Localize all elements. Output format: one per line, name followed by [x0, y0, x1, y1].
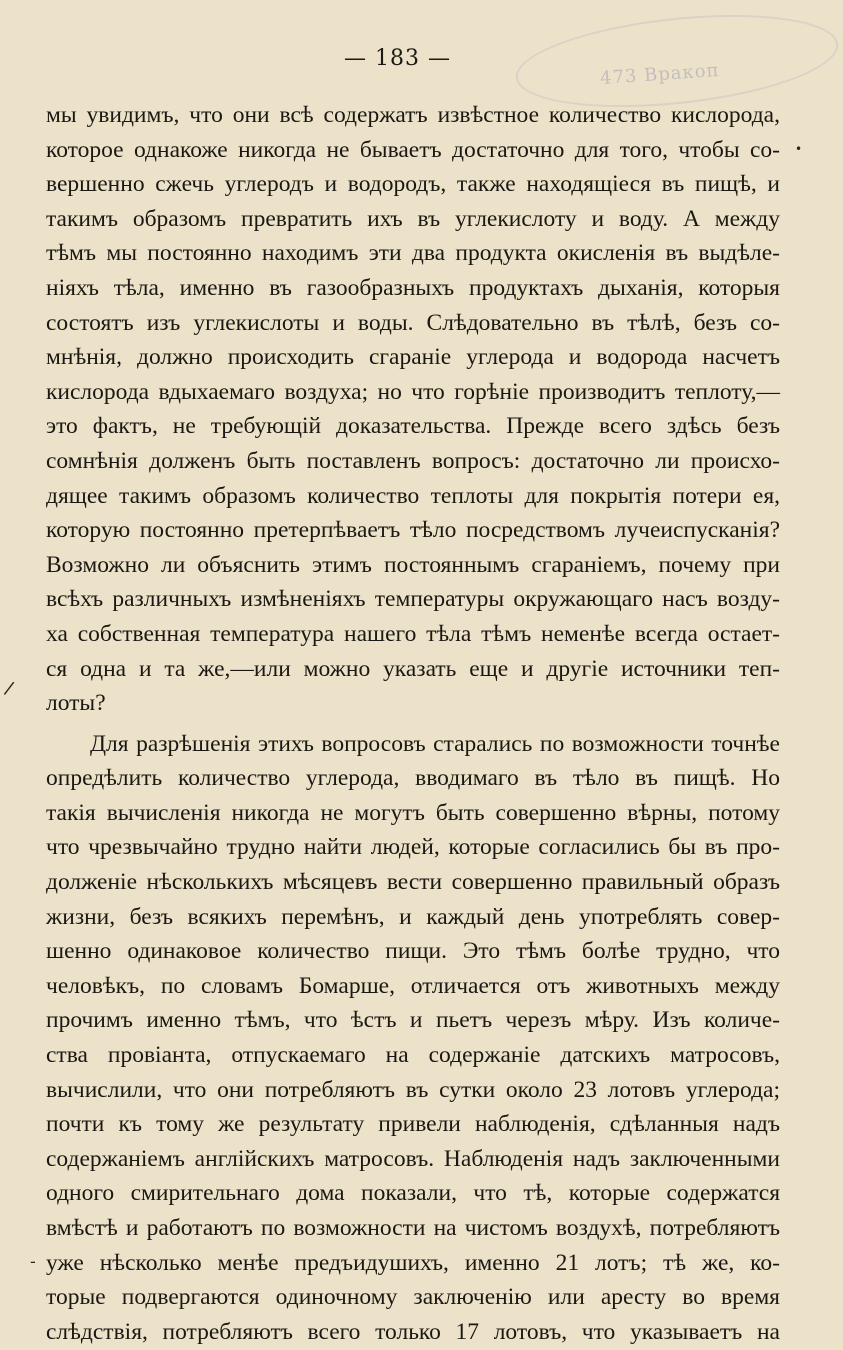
paragraph-1 — [46, 98, 780, 721]
text-line: ніяхъ тѣла, именно въ газообразныхъ продуктахъ дыханія, которыя — [46, 274, 780, 301]
text-line: человѣкъ, по словамъ Бомарше, отличается отъ животныхъ между — [46, 972, 780, 999]
text-line: такимъ образомъ превратить ихъ въ углекислоту и воду. А между — [46, 205, 780, 232]
margin-comma-mark: / — [2, 677, 16, 700]
text-line: жизни, безъ всякихъ перемѣнъ, и каждый день употреблять совер- — [46, 903, 780, 930]
text-line: ся одна и та же,—или можно указать еще и другіе источники теп- — [46, 655, 780, 682]
text-line: долженіе нѣсколькихъ мѣсяцевъ вести совершенно правильный образъ — [46, 869, 780, 896]
text-line: лоты? — [46, 690, 106, 717]
body-text — [46, 98, 780, 1349]
text-line: кислорода вдыхаемаго воздуха; но что горѣніе производитъ теплоту,— — [46, 378, 780, 405]
paragraph-2 — [46, 727, 780, 1350]
text-line: мнѣнія, должно происходить сгараніе углерода и водорода насчетъ — [46, 344, 780, 371]
text-line: мы увидимъ, что они всѣ содержатъ извѣстное количество кислорода, — [46, 102, 780, 128]
text-line: торые подвергаются одиночному заключенію или аресту во время — [46, 1284, 780, 1311]
margin-dash-mark: - — [30, 1252, 36, 1271]
text-line: которую постоянно претерпѣваетъ тѣло посредствомъ лучеиспусканія? — [46, 517, 780, 544]
library-stamp-text: 473 Вракоп — [599, 59, 721, 90]
text-line: вычислили, что они потребляютъ въ сутки около 23 лотовъ углерода; — [46, 1076, 780, 1103]
text-line: прочимъ именно тѣмъ, что ѣстъ и пьетъ черезъ мѣру. Изъ количе- — [46, 1007, 780, 1034]
text-line: Для разрѣшенія этихъ вопросовъ старались по возможности точнѣе — [90, 730, 780, 757]
text-line: тѣмъ мы постоянно находимъ эти два продукта окисленія въ выдѣле- — [46, 240, 780, 267]
text-line: ства провіанта, отпускаемаго на содержаніе датскихъ матросовъ, — [46, 1042, 780, 1069]
text-line: одного смирительнаго дома показали, что тѣ, которые содержатся — [46, 1180, 780, 1207]
text-line: вмѣстѣ и работаютъ по возможности на чистомъ воздухѣ, потребляютъ — [46, 1215, 780, 1241]
text-line: такія вычисленія никогда не могутъ быть совершенно вѣрны, потому — [46, 799, 780, 826]
text-line: состоятъ изъ углекислоты и воды. Слѣдовательно въ тѣлѣ, безъ со- — [46, 309, 780, 336]
text-line: вершенно сжечь углеродъ и водородъ, также находящіеся въ пищѣ, и — [46, 171, 780, 198]
text-line: слѣдствія, потребляютъ всего только 17 лотовъ, что указываетъ на — [46, 1318, 780, 1345]
text-line: всѣхъ различныхъ измѣненіяхъ температуры окружающаго насъ возду- — [46, 586, 780, 613]
text-line: содержаніемъ англійскихъ матросовъ. Наблюденія надъ заключенными — [46, 1145, 780, 1172]
text-line: шенно одинаковое количество пищи. Это тѣмъ болѣе трудно, что — [46, 938, 780, 965]
text-line: которое однакоже никогда не бываетъ достаточно для того, чтобы со- — [46, 136, 780, 163]
text-line: дящее такимъ образомъ количество теплоты для покрытія потери ея, — [46, 482, 780, 509]
text-line: Возможно ли объяснить этимъ постояннымъ сгараніемъ, почему при — [46, 551, 780, 578]
text-line: уже нѣсколько менѣе предъидушихъ, именно 21 лотъ; тѣ же, ко- — [46, 1249, 780, 1276]
page-number: — 183 — — [344, 46, 451, 71]
text-line: это фактъ, не требующій доказательства. Прежде всего здѣсь безъ — [46, 413, 780, 440]
margin-dot-mark: • — [795, 142, 803, 156]
text-line: почти къ тому же результату привели наблюденія, сдѣланныя надъ — [46, 1111, 780, 1138]
text-line: что чрезвычайно трудно найти людей, которые согласились бы въ про- — [46, 834, 780, 861]
text-line: опредѣлить количество углерода, вводимаго въ тѣло въ пищѣ. Но — [46, 765, 780, 792]
text-line: ха собственная температура нашего тѣла тѣмъ неменѣе всегда остает- — [46, 620, 780, 647]
text-line: сомнѣнія долженъ быть поставленъ вопросъ: достаточно ли происхо- — [46, 447, 780, 474]
